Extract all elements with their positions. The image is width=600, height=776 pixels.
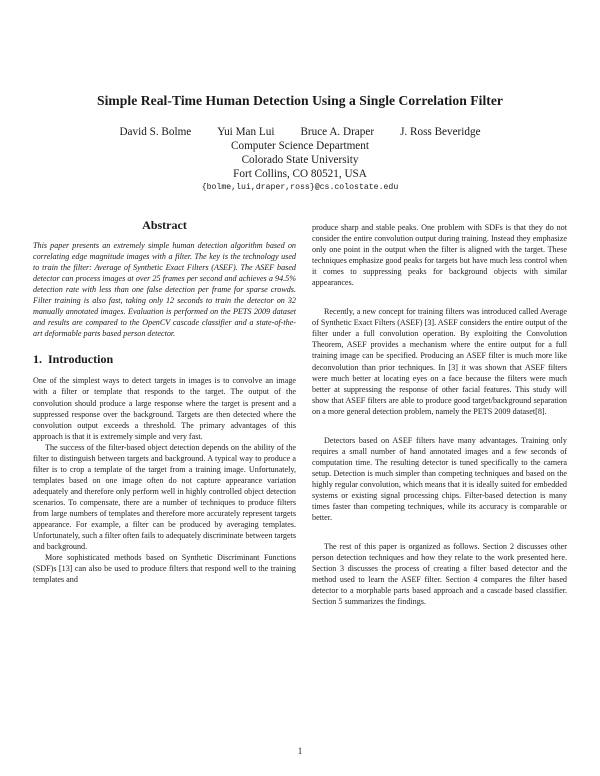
body-paragraph: Recently, a new concept for training filters was introduced called Average of Synthetic Exact Filters (ASEF) [3]. ASEF considers the entire output of the filter under a full convolution operation. By exploiting the Convolution Theorem, ASEF provides a mechanism where the entire output for a full training image can be specified. Producing an ASEF filter is much more like deconvolution than prior techniques. In [3] it was shown that ASEF filters were much better at locating eyes on a face because the filters were much better at suppressing the response of other facial features. This study will show that ASEF filters are able to produce good target/background separation on a more general detection problem, namely the PETS 2009 dataset[8]. [312, 307, 567, 416]
paragraph-gap [312, 523, 567, 541]
intro-paragraph-3: More sophisticated methods based on Synthetic Discriminant Functions (SDF)s [13] can also be used to produce filters that respond well to the training templates and [33, 553, 296, 585]
intro-paragraph-1: One of the simplest ways to detect targets in images is to convolve an image with a filter or template that responds to the target. The output of the convolution should produce a large response where the target is present and a suppressed response over the background. Targets are then detected where the convolution output exceeds a threshold. The primary advantages of this approach is that it is extremely simple and very fast. [33, 376, 296, 441]
body-paragraph: Detectors based on ASEF filters have many advantages. Training only requires a small number of hand annotated images and a few seconds of computation time. The resulting detector is tuned specifically to the camera setup. Detection is much simpler than competing techniques and based on the highly regular convolution, which means that it is ideally suited for embedded systems or existing signal processing chips. Filter-based detection is many times faster than competing techniques, while its accuracy is comparable or better. [312, 435, 567, 523]
paper-title: Simple Real-Time Human Detection Using a Single Correlation Filter [96, 93, 504, 108]
paragraph-gap [312, 288, 567, 306]
paragraph-gap [312, 417, 567, 435]
right-column [312, 222, 567, 607]
body-paragraph: produce sharp and stable peaks. One problem with SDFs is that they do not consider the entire convolution output during training. Instead they emphasize only one point in the output when the filter is aligned with the target. These techniques emphasize good peaks for targets but have much less control when it comes to suppressing peaks for background objects with similar appearances. [312, 223, 567, 288]
intro-paragraph-2: The success of the filter-based object detection depends on the ability of the filter to distinguish between targets and background. A typical way to produce a filter is to crop a template of the target from a training image. Unfortunately, templates based on one image often do not capture appearance variation adequately and therefore only perform well in highly controlled object detection scenarios. To compensate, there are a number of techniques to produce filters from large numbers of templates and therefore more accurately represent targets appearance. For example, a filter can be produced by averaging templates. Unfortunately, such a filter often fails to adequately discriminate between targets and background. [33, 442, 296, 552]
affiliation-department: Computer Science Department [231, 140, 369, 152]
left-column [33, 218, 296, 585]
section-title: Introduction [48, 352, 114, 367]
author-list [0, 126, 600, 138]
author-name: Bruce A. Draper [300, 126, 375, 138]
author-name: Yui Man Lui [217, 126, 275, 138]
author-name: David S. Bolme [119, 126, 192, 138]
page-number: 1 [297, 746, 303, 756]
affiliation-address: Fort Collins, CO 80521, USA [233, 168, 367, 180]
author-email: {bolme,lui,draper,ross}@cs.colostate.edu [201, 183, 399, 192]
abstract-text: This paper presents an extremely simple human detection algorithm based on correlating edge magnitude images with a filter. The key is the technology used to train the filter: Average of Synthetic Exact Filters (ASEF). The ASEF based detector can process images at over 25 frames per second and achieves a 94.5% detection rate with less than one false detection per frame for sparse crowds. Filter training is also fast, taking only 12 seconds to train the detector on 32 manually annotated images. Evaluation is performed on the PETS 2009 dataset and results are compared to the OpenCV cascade classifier and a state-of-the-art deformable parts based person detector. [33, 241, 296, 339]
section-heading [33, 352, 296, 366]
author-name: J. Ross Beveridge [400, 126, 481, 138]
section-number: 1. [33, 352, 42, 367]
affiliation-university: Colorado State University [241, 154, 359, 166]
body-paragraph: The rest of this paper is organized as follows. Section 2 discusses other person detection techniques and how they relate to the work presented here. Section 3 discusses the process of creating a filter based detector and the method used to learn the ASEF filter. Section 4 compares the filter based detector to a morphable parts based approach and a cascade based classifier. Section 5 summarizes the findings. [312, 542, 567, 607]
abstract-heading: Abstract [142, 218, 187, 232]
